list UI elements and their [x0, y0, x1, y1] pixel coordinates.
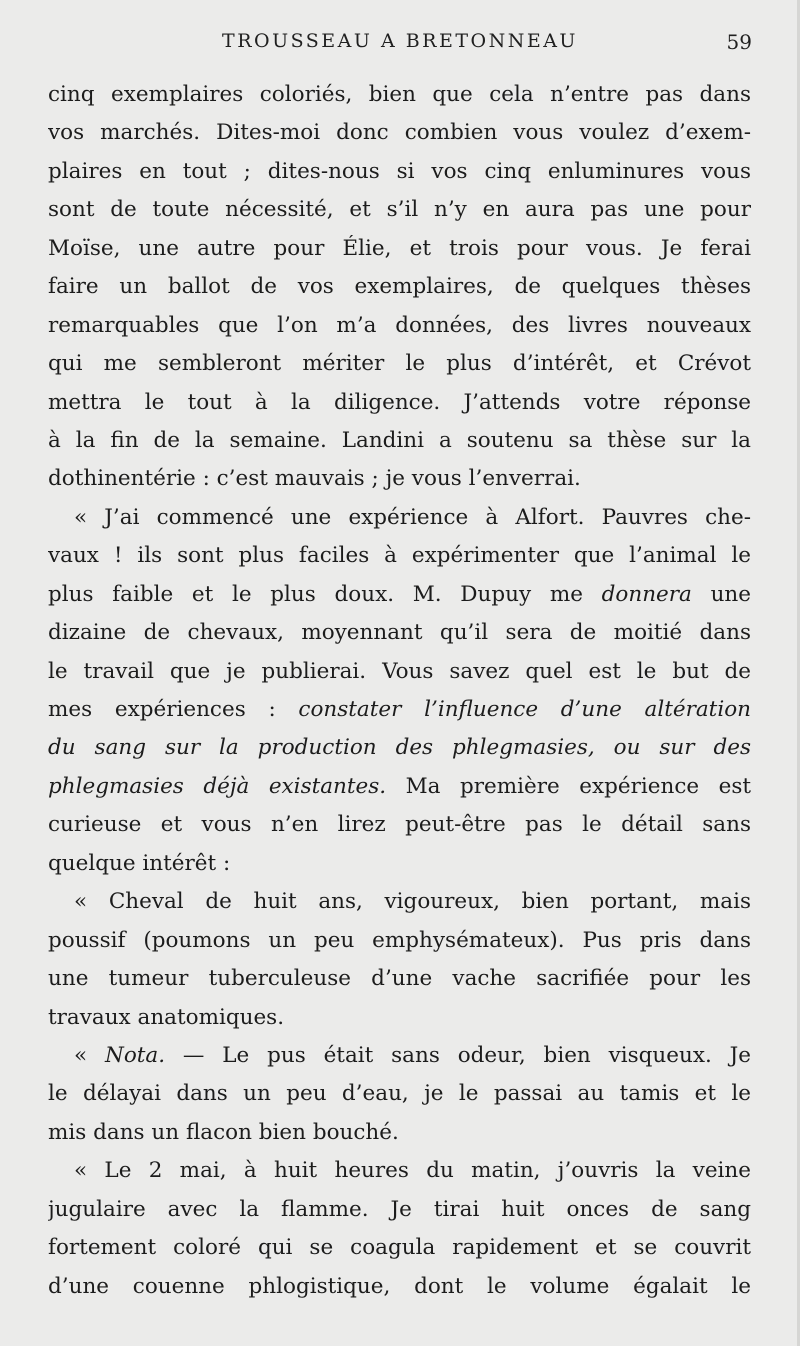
- text-line: [48, 422, 751, 460]
- text-line: [48, 230, 751, 268]
- text-span: « Cheval de huit ans, vigoureux, bien portant, mais: [74, 889, 751, 915]
- text-line: [48, 999, 751, 1037]
- text-line: [48, 691, 751, 729]
- running-title: TROUSSEAU A BRETONNEAU: [222, 30, 578, 52]
- text-line: [48, 576, 751, 614]
- text-line: [48, 1191, 751, 1229]
- text-span: quelque intérêt :: [48, 850, 231, 876]
- text-span: qui me sembleront mériter le plus d’intérêt, et Crévot: [48, 351, 751, 377]
- text-span: à la fin de la semaine. Landini a soutenu sa thèse sur la: [48, 427, 751, 453]
- italic-span: phlegmasies déjà existantes.: [48, 773, 387, 799]
- text-span: poussif (poumons un peu emphysémateux). Pus pris dans: [48, 927, 751, 953]
- text-span: — Le pus était sans odeur, bien visqueux. Je: [165, 1042, 751, 1068]
- text-line: [48, 1152, 751, 1190]
- text-line: [48, 1114, 751, 1152]
- text-line: [48, 345, 751, 383]
- text-line: [48, 1037, 751, 1075]
- text-span: mes expériences :: [48, 697, 299, 722]
- text-line: [48, 1075, 751, 1113]
- text-line: [48, 922, 751, 960]
- text-span: faire un ballot de vos exemplaires, de quelques thèses: [48, 274, 751, 300]
- text-span: mettra le tout à la diligence. J’attends votre réponse: [48, 389, 751, 415]
- text-span: le travail que je publierai. Vous savez quel est le but de: [48, 658, 751, 684]
- text-line: [48, 499, 751, 537]
- text-line: [48, 653, 751, 691]
- text-span: dizaine de chevaux, moyennant qu’il sera de moitié dans: [48, 620, 751, 646]
- text-line: [48, 191, 751, 229]
- italic-span: du sang sur la production des phlegmasies, ou sur des: [48, 735, 751, 761]
- text-line: [48, 153, 751, 191]
- text-line: [48, 729, 751, 767]
- text-line: [48, 960, 751, 998]
- text-span: remarquables que l’on m’a données, des livres nouveaux: [48, 312, 751, 338]
- text-span: mis dans un flacon bien bouché.: [48, 1119, 399, 1145]
- text-line: [48, 268, 751, 306]
- text-span: d’une couenne phlogistique, dont le volume égalait le: [48, 1273, 751, 1299]
- text-span: cinq exemplaires coloriés, bien que cela n’entre pas dans: [48, 82, 751, 107]
- text-line: [48, 1229, 751, 1267]
- text-span: une tumeur tuberculeuse d’une vache sacrifiée pour les: [48, 966, 751, 992]
- text-span: jugulaire avec la flamme. Je tirai huit onces de sang: [48, 1196, 751, 1222]
- text-line: [48, 614, 751, 652]
- italic-span: Nota.: [105, 1042, 166, 1068]
- text-span: Ma première expérience est: [386, 773, 751, 799]
- text-span: travaux anatomiques.: [48, 1004, 285, 1030]
- text-span: une: [691, 581, 751, 607]
- text-span: curieuse et vous n’en lirez peut-être pas le détail sans: [48, 812, 751, 838]
- text-span: le délayai dans un peu d’eau, je le passai au tamis et le: [48, 1081, 751, 1107]
- text-span: sont de toute nécessité, et s’il n’y en aura pas une pour: [48, 197, 751, 223]
- text-line: [48, 460, 751, 498]
- italic-span: constater l’influence d’une altération: [298, 697, 751, 722]
- text-line: [48, 76, 751, 114]
- text-span: plus faible et le plus doux. M. Dupuy me: [48, 581, 602, 607]
- text-line: [48, 845, 751, 883]
- text-span: vaux ! ils sont plus faciles à expérimenter que l’animal le: [48, 543, 751, 569]
- text-span: dothinentérie : c’est mauvais ; je vous l’enverrai.: [48, 466, 581, 492]
- text-line: [48, 537, 751, 575]
- body-text: [48, 76, 751, 1306]
- text-span: vos marchés. Dites-moi donc combien vous voulez d’exem-: [48, 120, 751, 146]
- page-header: [48, 30, 752, 60]
- text-span: « Le 2 mai, à huit heures du matin, j’ouvris la veine: [74, 1158, 751, 1184]
- page-number: 59: [726, 30, 752, 54]
- text-line: [48, 768, 751, 806]
- text-span: fortement coloré qui se coagula rapidement et se couvrit: [48, 1235, 751, 1261]
- italic-span: donnera: [601, 581, 692, 607]
- text-span: Moïse, une autre pour Élie, et trois pour vous. Je ferai: [48, 235, 751, 261]
- text-line: [48, 384, 751, 422]
- text-line: [48, 114, 751, 152]
- text-span: «: [74, 1042, 105, 1068]
- text-span: « J’ai commencé une expérience à Alfort. Pauvres che-: [74, 504, 751, 530]
- text-span: plaires en tout ; dites-nous si vos cinq enluminures vous: [48, 158, 751, 184]
- text-line: [48, 307, 751, 345]
- text-line: [48, 1268, 751, 1306]
- text-line: [48, 883, 751, 921]
- text-line: [48, 806, 751, 844]
